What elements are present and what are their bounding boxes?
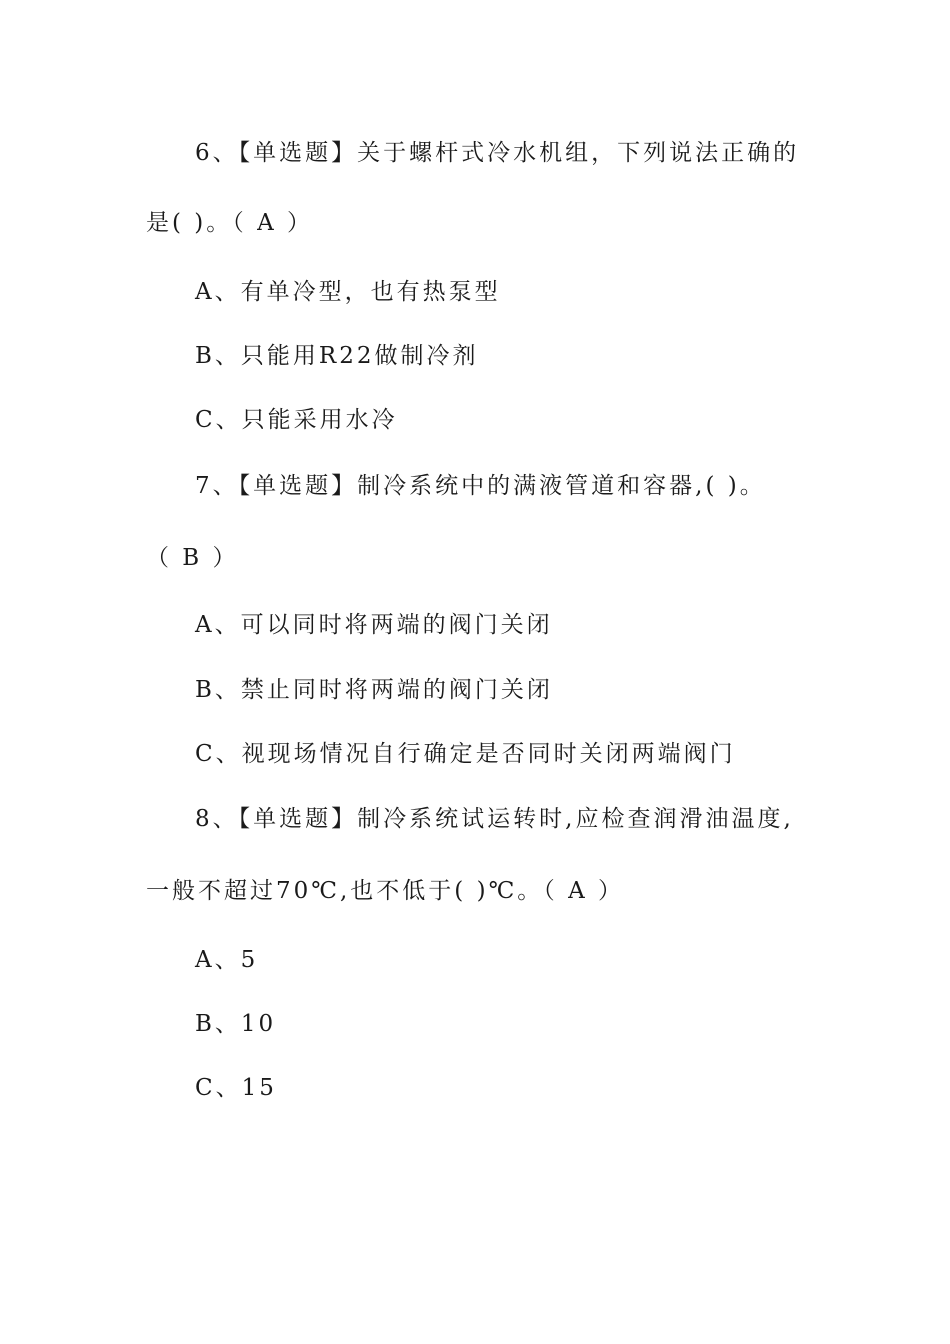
question-8-option-b: B、10 (195, 1011, 277, 1037)
question-6-option-b: B、只能用R22做制冷剂 (195, 343, 479, 369)
question-8-option-c: C、15 (195, 1075, 277, 1101)
question-7-stem-line2: （ B ） (146, 545, 239, 571)
question-7-stem-line1: 7、【单选题】制冷系统中的满液管道和容器,( )。 (195, 473, 766, 499)
question-8-stem-line1: 8、【单选题】制冷系统试运转时,应检查润滑油温度, (195, 806, 794, 832)
question-6-stem-line1: 6、【单选题】关于螺杆式冷水机组，下列说法正确的 (195, 140, 800, 166)
question-7-option-c: C、视现场情况自行确定是否同时关闭两端阀门 (195, 741, 736, 767)
question-6-option-c: C、只能采用水冷 (195, 407, 398, 433)
question-7-option-b: B、禁止同时将两端的阀门关闭 (195, 677, 553, 703)
question-6-stem-line2: 是( )。（ A ） (146, 210, 313, 236)
question-8-stem-line2: 一般不超过70℃,也不低于( )℃。（ A ） (146, 878, 625, 904)
question-7-option-a: A、可以同时将两端的阀门关闭 (195, 612, 553, 638)
question-8-option-a: A、5 (195, 947, 259, 973)
question-6-option-a: A、有单冷型，也有热泵型 (195, 279, 501, 305)
